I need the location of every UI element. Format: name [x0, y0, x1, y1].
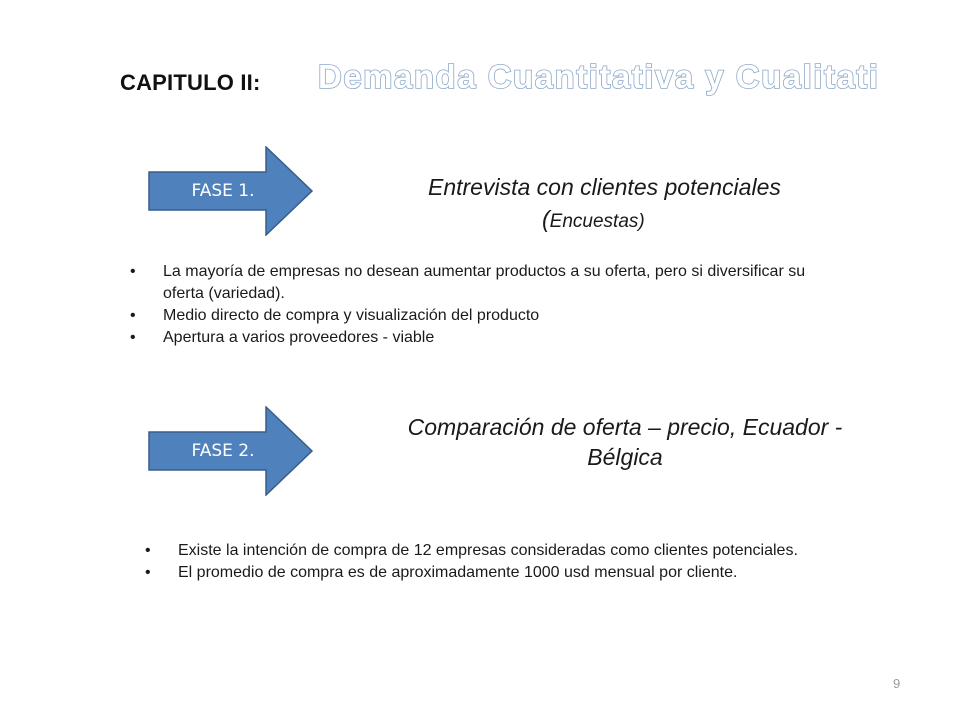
- list-item: • Existe la intención de compra de 12 empresas consideradas como clientes potenciales.: [145, 540, 905, 562]
- phase-1-findings-list: [130, 261, 850, 349]
- page-number: 9: [893, 676, 901, 691]
- phase-2-title: [370, 412, 880, 472]
- phase-1-subtitle-text: Encuestas): [549, 211, 645, 232]
- phase-1-label: FASE 1.: [191, 181, 255, 201]
- list-item: • Apertura a varios proveedores - viable: [130, 327, 850, 349]
- chapter-label: CAPITULO II:: [120, 70, 261, 95]
- phase-2-title-line1: Comparación de oferta – precio, Ecuador -: [407, 414, 843, 440]
- phase-2-findings-list: [145, 540, 905, 584]
- phase-2-label: FASE 2.: [191, 441, 255, 461]
- list-item: • Medio directo de compra y visualización del producto: [130, 305, 850, 327]
- phase-1-title: Entrevista con clientes potenciales: [428, 174, 781, 200]
- phase-2-title-line2: Bélgica: [587, 444, 663, 470]
- phase-1-arrow: [148, 146, 318, 236]
- list-item: • La mayoría de empresas no desean aumentar productos a su oferta, pero si diversificar su oferta (variedad).: [130, 261, 850, 305]
- chapter-title: [318, 54, 878, 105]
- list-item: • El promedio de compra es de aproximadamente 1000 usd mensual por cliente.: [145, 562, 905, 584]
- phase-1-subtitle: [542, 202, 645, 239]
- phase-1-subtitle-paren: (: [542, 206, 550, 232]
- chapter-title-text: Demanda Cuantitativa y Cualitativa: [318, 58, 878, 95]
- phase-2-arrow: [148, 406, 318, 496]
